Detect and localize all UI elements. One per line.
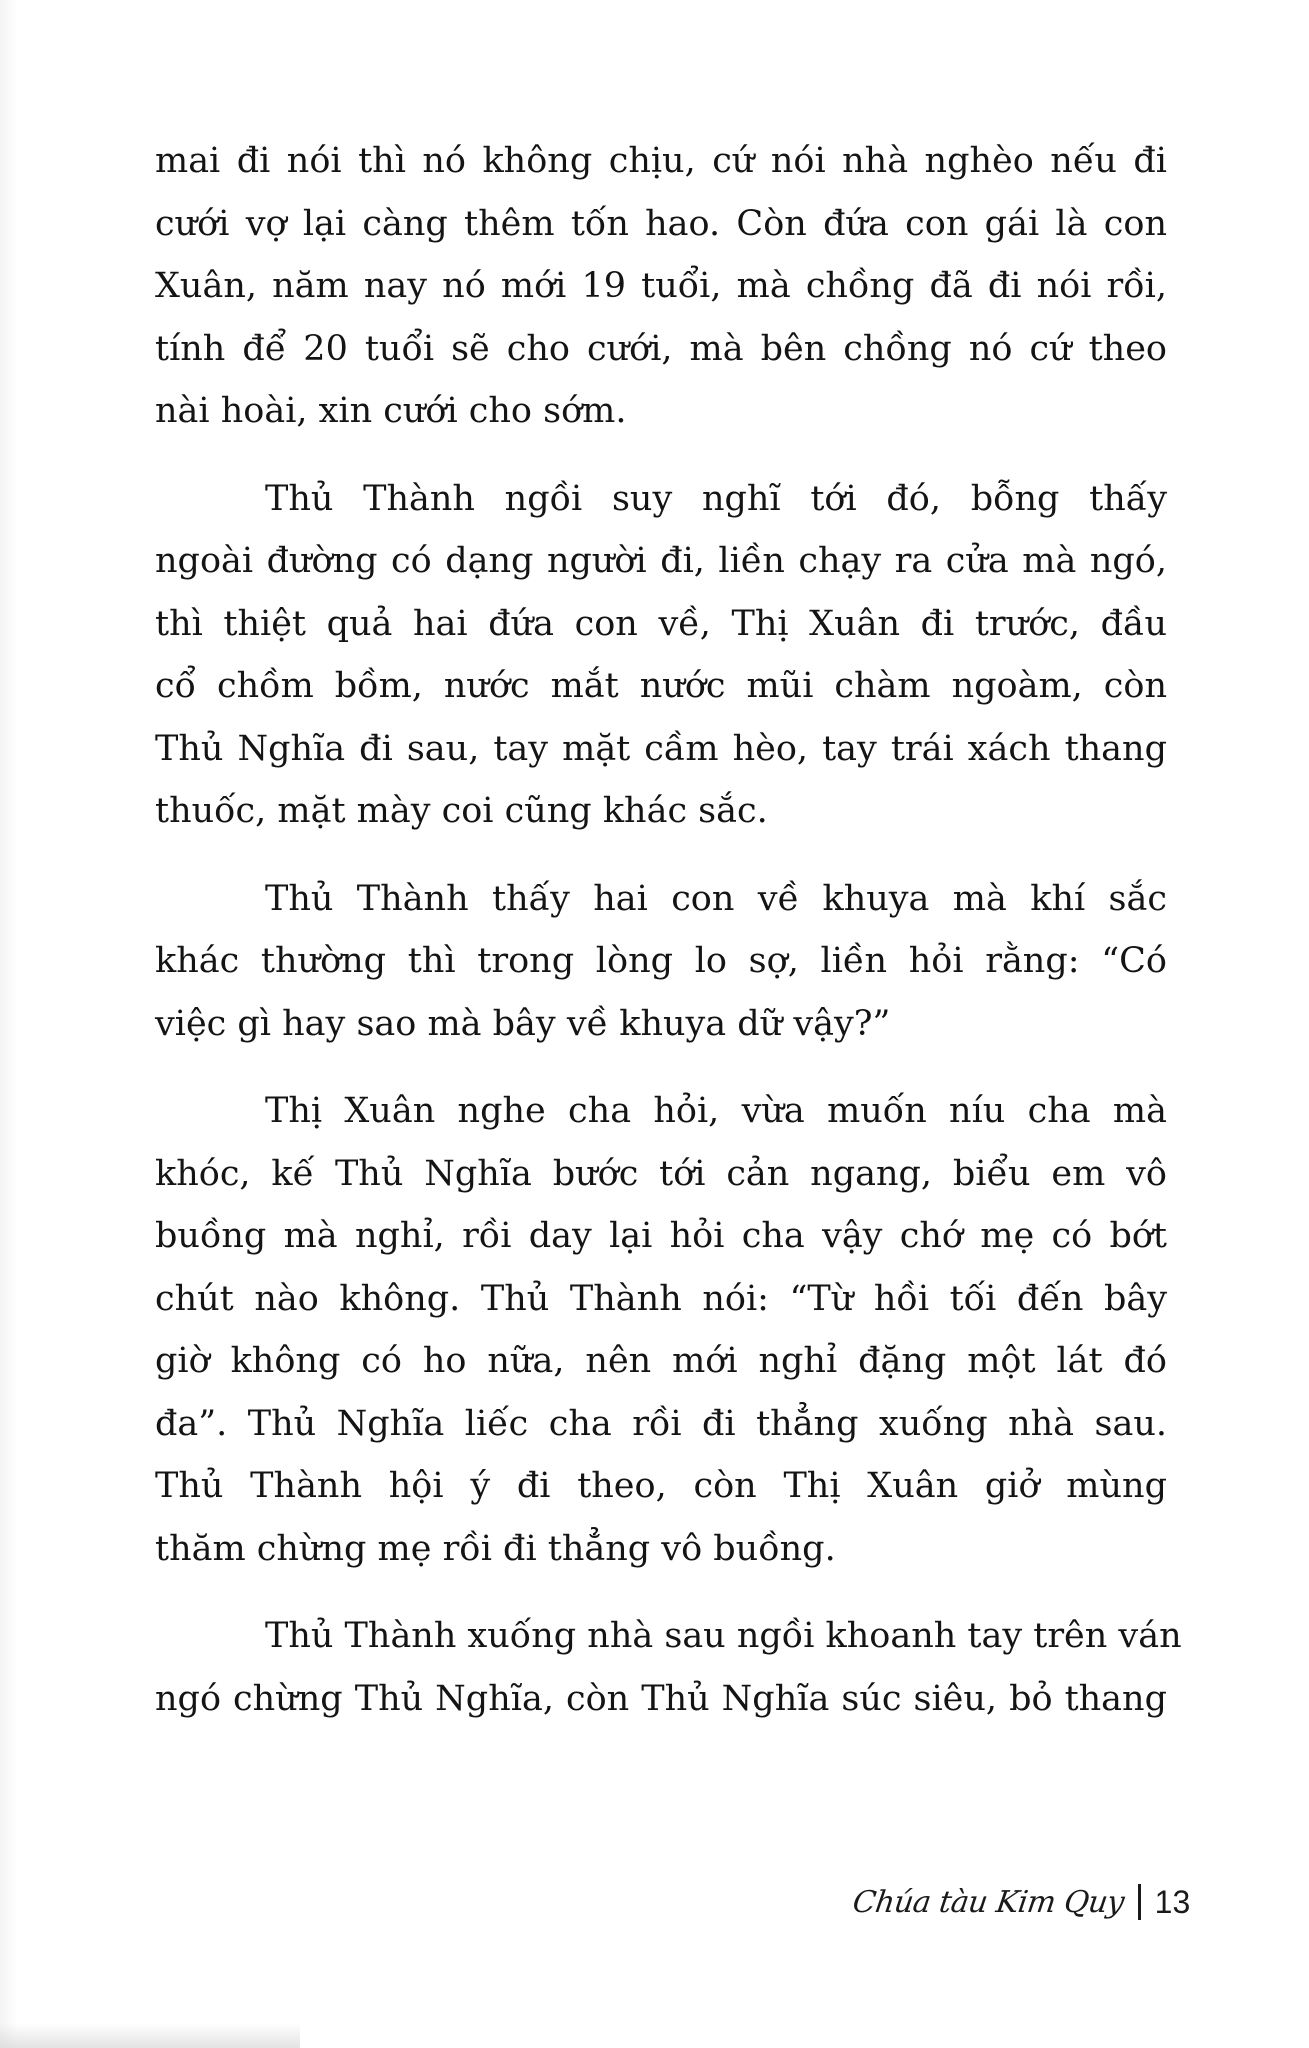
text-line: Xuân, năm nay nó mới 19 tuổi, mà chồng đã đi nói rồi, xyxy=(155,266,1167,306)
text-line: buồng mà nghỉ, rồi day lại hỏi cha vậy chớ mẹ có bớt xyxy=(155,1216,1167,1256)
body-text xyxy=(155,130,1182,1755)
text-line: khóc, kế Thủ Nghĩa bước tới cản ngang, biểu em vô xyxy=(155,1153,1167,1194)
paragraph xyxy=(155,1605,1182,1730)
page-edge-shadow xyxy=(0,2023,300,2048)
text-line: thăm chừng mẹ rồi đi thẳng vô buồng. xyxy=(155,1528,836,1569)
page-footer xyxy=(850,1872,1191,1932)
text-line: nài hoài, xin cưới cho sớm. xyxy=(155,391,627,431)
text-line: mai đi nói thì nó không chịu, cứ nói nhà nghèo nếu đi xyxy=(155,141,1167,181)
text-line: giờ không có ho nữa, nên mới nghỉ đặng một lát đó xyxy=(155,1341,1167,1381)
text-line: Thủ Nghĩa đi sau, tay mặt cầm hèo, tay trái xách thang xyxy=(155,728,1167,769)
text-line: cưới vợ lại càng thêm tốn hao. Còn đứa con gái là con xyxy=(155,203,1167,244)
text-line: chút nào không. Thủ Thành nói: “Từ hồi tối đến bây xyxy=(155,1278,1167,1319)
text-line: Thủ Thành hội ý đi theo, còn Thị Xuân giở mùng xyxy=(155,1466,1167,1506)
text-line: Thủ Thành ngồi suy nghĩ tới đó, bỗng thấy xyxy=(265,478,1167,519)
text-line: ngoài đường có dạng người đi, liền chạy ra cửa mà ngó, xyxy=(155,541,1167,581)
text-line: thì thiệt quả hai đứa con về, Thị Xuân đi trước, đầu xyxy=(155,603,1167,644)
text-line: tính để 20 tuổi sẽ cho cưới, mà bên chồng nó cứ theo xyxy=(155,328,1167,369)
text-line: cổ chồm bồm, nước mắt nước mũi chàm ngoàm, còn xyxy=(155,666,1167,706)
text-line: đa”. Thủ Nghĩa liếc cha rồi đi thẳng xuống nhà sau. xyxy=(155,1403,1167,1444)
text-line: Thủ Thành xuống nhà sau ngồi khoanh tay trên ván xyxy=(265,1616,1182,1656)
paragraph xyxy=(155,868,1167,1056)
text-line: khác thường thì trong lòng lo sợ, liền hỏi rằng: “Có xyxy=(155,941,1167,981)
text-line: Thủ Thành thấy hai con về khuya mà khí sắc xyxy=(265,878,1167,919)
paragraph xyxy=(155,130,1167,443)
page-number: 13 xyxy=(1154,1883,1191,1920)
text-line: thuốc, mặt mày coi cũng khác sắc. xyxy=(155,791,768,831)
text-line: Thị Xuân nghe cha hỏi, vừa muốn níu cha mà xyxy=(265,1091,1167,1131)
text-line: ngó chừng Thủ Nghĩa, còn Thủ Nghĩa súc siêu, bỏ thang xyxy=(155,1678,1167,1719)
footer-separator xyxy=(1138,1884,1141,1920)
paragraph xyxy=(155,1080,1167,1580)
text-line: việc gì hay sao mà bây về khuya dữ vậy?” xyxy=(155,1003,891,1044)
running-title: Chúa tàu Kim Quy xyxy=(850,1884,1127,1920)
paragraph xyxy=(155,468,1167,843)
